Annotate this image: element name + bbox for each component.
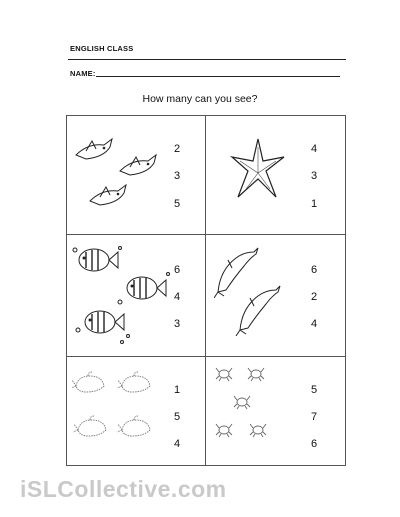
question-text: How many can you see? <box>142 93 258 105</box>
option-whales-1[interactable]: 1 <box>173 384 181 396</box>
option-dolphins-2[interactable]: 2 <box>310 291 318 303</box>
option-crabs-3[interactable]: 6 <box>310 438 318 450</box>
option-whales-3[interactable]: 4 <box>173 438 181 450</box>
option-sharks-1[interactable]: 2 <box>173 143 181 155</box>
grid-divider-row1 <box>66 234 346 235</box>
class-title: ENGLISH CLASS <box>70 44 134 53</box>
watermark-logo: iSLCollective.com <box>20 476 227 502</box>
option-starfish-1[interactable]: 4 <box>310 143 318 155</box>
shark-icon <box>72 125 167 220</box>
option-sharks-3[interactable]: 5 <box>173 198 181 210</box>
title-underline <box>68 59 346 60</box>
grid-divider-row2 <box>66 356 346 357</box>
crab-icon <box>212 364 282 446</box>
fish-icon <box>72 240 172 352</box>
option-starfish-3[interactable]: 1 <box>310 198 318 210</box>
option-fish-2[interactable]: 4 <box>173 291 181 303</box>
option-sharks-2[interactable]: 3 <box>173 170 181 182</box>
option-crabs-1[interactable]: 5 <box>310 384 318 396</box>
name-field-line[interactable] <box>96 76 340 77</box>
option-fish-1[interactable]: 6 <box>173 264 181 276</box>
option-crabs-2[interactable]: 7 <box>310 411 318 423</box>
grid-divider-vertical <box>205 115 206 466</box>
option-whales-2[interactable]: 5 <box>173 411 181 423</box>
option-dolphins-3[interactable]: 4 <box>310 318 318 330</box>
dolphin-icon <box>214 246 284 336</box>
option-dolphins-1[interactable]: 6 <box>310 264 318 276</box>
option-starfish-2[interactable]: 3 <box>310 170 318 182</box>
option-fish-3[interactable]: 3 <box>173 318 181 330</box>
whale-icon <box>72 366 162 446</box>
name-label: NAME: <box>70 69 96 78</box>
starfish-icon <box>228 135 288 205</box>
